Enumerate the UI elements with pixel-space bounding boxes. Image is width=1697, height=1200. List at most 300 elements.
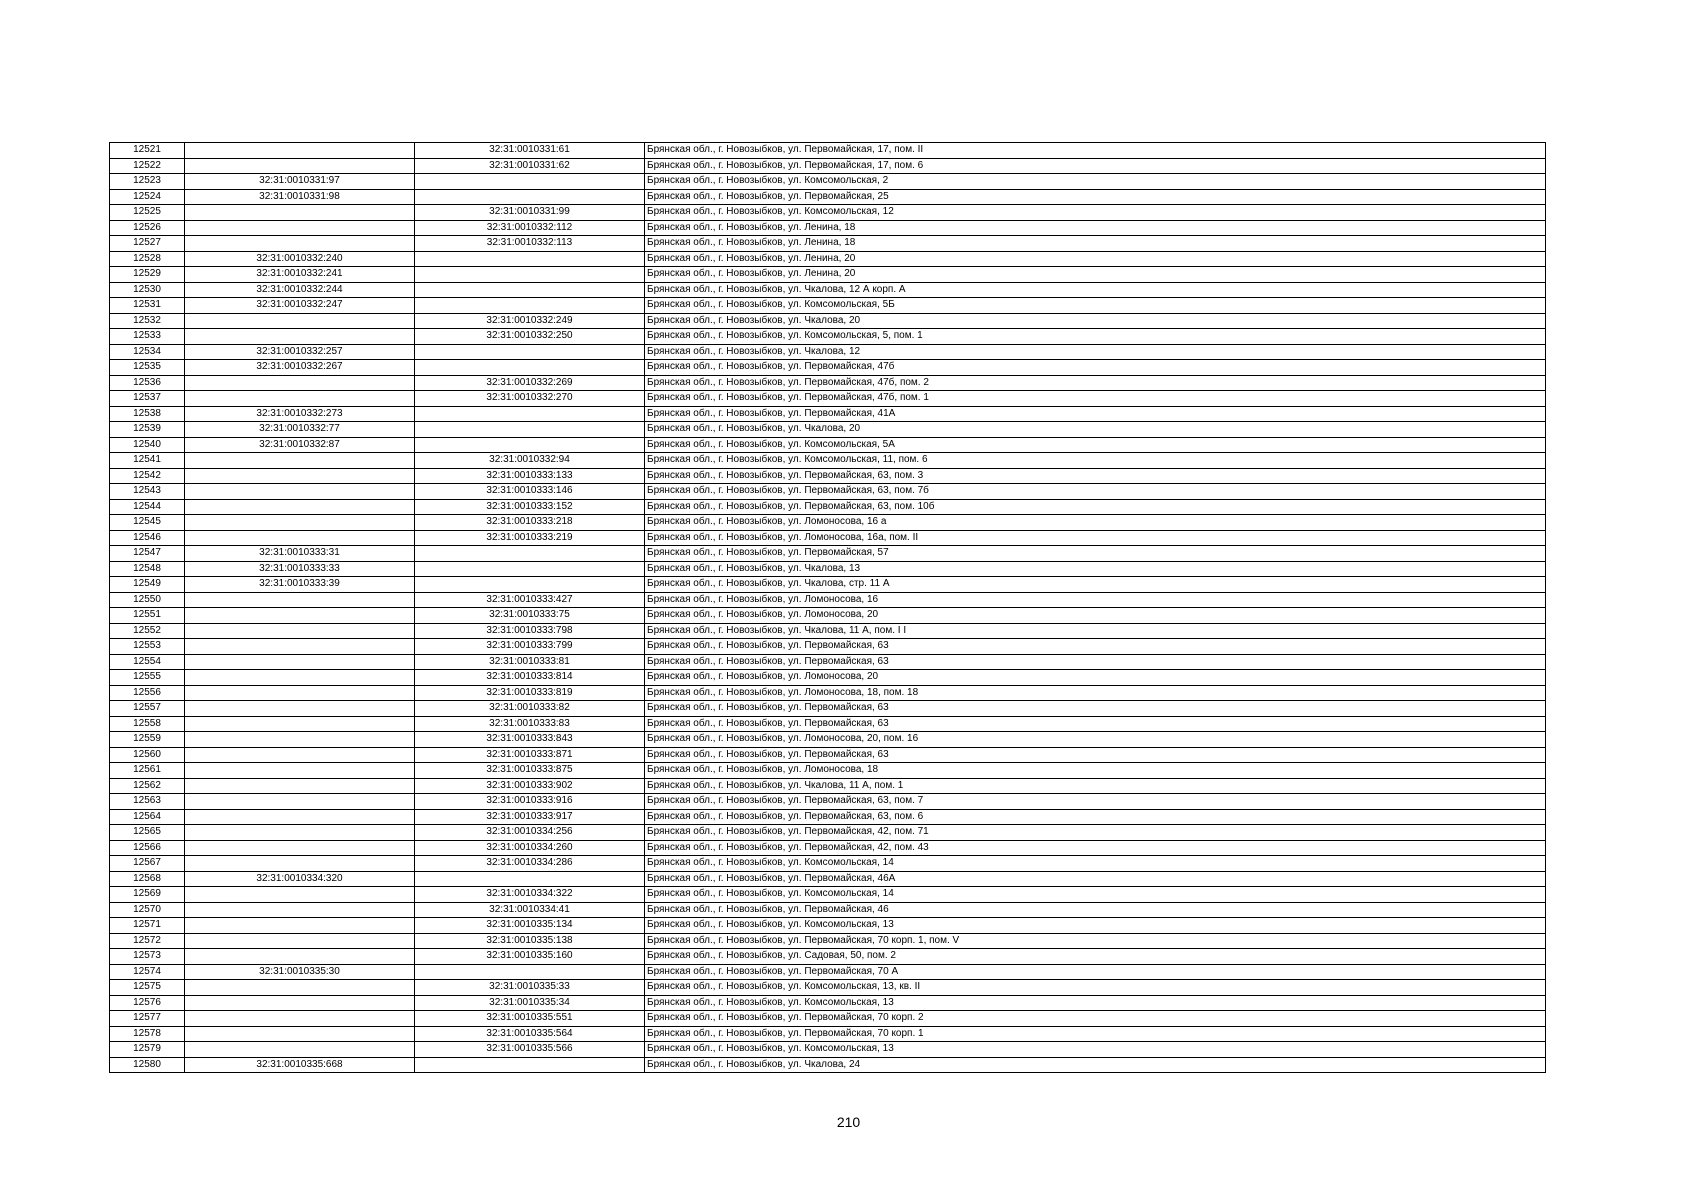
cadastral-number-cell: 32:31:0010333:875 (415, 763, 645, 779)
cadastral-number-cell: 32:31:0010335:564 (415, 1026, 645, 1042)
cadastral-number-cell: 32:31:0010332:250 (415, 329, 645, 345)
cadastral-number-cell (185, 670, 415, 686)
cadastral-number-cell: 32:31:0010332:112 (415, 220, 645, 236)
cadastral-number-cell: 32:31:0010331:97 (185, 174, 415, 190)
cadastral-number-cell: 32:31:0010332:77 (185, 422, 415, 438)
row-number-cell: 12573 (110, 949, 185, 965)
table-row (110, 499, 1546, 515)
row-number-cell: 12538 (110, 406, 185, 422)
cadastral-number-cell: 32:31:0010332:269 (415, 375, 645, 391)
cadastral-number-cell (185, 887, 415, 903)
row-number-cell: 12535 (110, 360, 185, 376)
cadastral-number-cell (415, 964, 645, 980)
table-row (110, 732, 1546, 748)
table-row (110, 515, 1546, 531)
row-number-cell: 12570 (110, 902, 185, 918)
table-row (110, 329, 1546, 345)
cadastral-number-cell: 32:31:0010331:98 (185, 189, 415, 205)
address-cell: Брянская обл., г. Новозыбков, ул. Первомайская, 46 (645, 902, 1546, 918)
row-number-cell: 12537 (110, 391, 185, 407)
cadastral-number-cell: 32:31:0010333:871 (415, 747, 645, 763)
cadastral-number-cell: 32:31:0010333:31 (185, 546, 415, 562)
row-number-cell: 12543 (110, 484, 185, 500)
address-cell: Брянская обл., г. Новозыбков, ул. Чкалова, 20 (645, 313, 1546, 329)
address-cell: Брянская обл., г. Новозыбков, ул. Первомайская, 57 (645, 546, 1546, 562)
address-cell: Брянская обл., г. Новозыбков, ул. Комсомольская, 11, пом. 6 (645, 453, 1546, 469)
table-row (110, 763, 1546, 779)
table-row (110, 685, 1546, 701)
cadastral-number-cell: 32:31:0010334:320 (185, 871, 415, 887)
address-cell: Брянская обл., г. Новозыбков, ул. Ленина, 18 (645, 220, 1546, 236)
address-cell: Брянская обл., г. Новозыбков, ул. Первомайская, 46А (645, 871, 1546, 887)
address-cell: Брянская обл., г. Новозыбков, ул. Ленина, 20 (645, 267, 1546, 283)
cadastral-number-cell (185, 949, 415, 965)
cadastral-number-cell (185, 747, 415, 763)
row-number-cell: 12533 (110, 329, 185, 345)
row-number-cell: 12568 (110, 871, 185, 887)
row-number-cell: 12574 (110, 964, 185, 980)
page-number: 210 (836, 1114, 861, 1130)
cadastral-number-cell (185, 1042, 415, 1058)
row-number-cell: 12530 (110, 282, 185, 298)
table-row (110, 267, 1546, 283)
address-cell: Брянская обл., г. Новозыбков, ул. Первомайская, 47б (645, 360, 1546, 376)
address-cell: Брянская обл., г. Новозыбков, ул. Первомайская, 17, пом. 6 (645, 158, 1546, 174)
address-cell: Брянская обл., г. Новозыбков, ул. Первомайская, 63, пом. 7 (645, 794, 1546, 810)
address-cell: Брянская обл., г. Новозыбков, ул. Чкалова, 20 (645, 422, 1546, 438)
cadastral-number-cell: 32:31:0010332:241 (185, 267, 415, 283)
cadastral-number-cell: 32:31:0010333:798 (415, 623, 645, 639)
cadastral-number-cell: 32:31:0010332:249 (415, 313, 645, 329)
table-row (110, 856, 1546, 872)
cadastral-number-cell (185, 825, 415, 841)
address-cell: Брянская обл., г. Новозыбков, ул. Первомайская, 63 (645, 716, 1546, 732)
cadastral-number-cell (415, 871, 645, 887)
cadastral-number-cell: 32:31:0010333:133 (415, 468, 645, 484)
cadastral-number-cell: 32:31:0010334:41 (415, 902, 645, 918)
table-row (110, 949, 1546, 965)
address-cell: Брянская обл., г. Новозыбков, ул. Комсомольская, 5А (645, 437, 1546, 453)
cadastral-number-cell (185, 778, 415, 794)
address-cell: Брянская обл., г. Новозыбков, ул. Первомайская, 25 (645, 189, 1546, 205)
row-number-cell: 12532 (110, 313, 185, 329)
cadastral-number-cell: 32:31:0010335:138 (415, 933, 645, 949)
row-number-cell: 12523 (110, 174, 185, 190)
table-row (110, 453, 1546, 469)
table-row (110, 282, 1546, 298)
cadastral-number-cell: 32:31:0010335:134 (415, 918, 645, 934)
row-number-cell: 12526 (110, 220, 185, 236)
address-cell: Брянская обл., г. Новозыбков, ул. Первомайская, 70 А (645, 964, 1546, 980)
cadastral-number-cell (185, 530, 415, 546)
table-row (110, 468, 1546, 484)
row-number-cell: 12522 (110, 158, 185, 174)
cadastral-number-cell (415, 437, 645, 453)
address-cell: Брянская обл., г. Новозыбков, ул. Первомайская, 63, пом. 3 (645, 468, 1546, 484)
cadastral-number-cell: 32:31:0010335:566 (415, 1042, 645, 1058)
address-cell: Брянская обл., г. Новозыбков, ул. Ломоносова, 16 а (645, 515, 1546, 531)
address-cell: Брянская обл., г. Новозыбков, ул. Первомайская, 42, пом. 43 (645, 840, 1546, 856)
row-number-cell: 12569 (110, 887, 185, 903)
cadastral-number-cell (185, 592, 415, 608)
cadastral-number-cell: 32:31:0010333:917 (415, 809, 645, 825)
table-row (110, 236, 1546, 252)
row-number-cell: 12552 (110, 623, 185, 639)
table-row (110, 902, 1546, 918)
address-cell: Брянская обл., г. Новозыбков, ул. Садовая, 50, пом. 2 (645, 949, 1546, 965)
cadastral-number-cell: 32:31:0010335:33 (415, 980, 645, 996)
row-number-cell: 12521 (110, 143, 185, 159)
row-number-cell: 12554 (110, 654, 185, 670)
address-cell: Брянская обл., г. Новозыбков, ул. Чкалова, стр. 11 А (645, 577, 1546, 593)
row-number-cell: 12549 (110, 577, 185, 593)
row-number-cell: 12545 (110, 515, 185, 531)
cadastral-number-cell (415, 561, 645, 577)
cadastral-number-cell (185, 236, 415, 252)
cadastral-number-cell: 32:31:0010332:267 (185, 360, 415, 376)
cadastral-number-cell (185, 313, 415, 329)
cadastral-number-cell (415, 282, 645, 298)
cadastral-number-cell: 32:31:0010332:240 (185, 251, 415, 267)
table-row (110, 220, 1546, 236)
table-row (110, 391, 1546, 407)
cadastral-number-cell (185, 499, 415, 515)
cadastral-number-cell: 32:31:0010331:61 (415, 143, 645, 159)
address-cell: Брянская обл., г. Новозыбков, ул. Ломоносова, 16а, пом. II (645, 530, 1546, 546)
cadastral-number-cell (185, 1011, 415, 1027)
address-cell: Брянская обл., г. Новозыбков, ул. Комсомольская, 5Б (645, 298, 1546, 314)
cadastral-number-cell (185, 701, 415, 717)
row-number-cell: 12560 (110, 747, 185, 763)
table-row (110, 344, 1546, 360)
cadastral-number-cell (415, 406, 645, 422)
table-row (110, 608, 1546, 624)
table-row (110, 174, 1546, 190)
cadastral-number-cell: 32:31:0010333:75 (415, 608, 645, 624)
register-table (109, 142, 1546, 1073)
row-number-cell: 12547 (110, 546, 185, 562)
table-row (110, 406, 1546, 422)
cadastral-number-cell (415, 360, 645, 376)
row-number-cell: 12578 (110, 1026, 185, 1042)
table-row (110, 1026, 1546, 1042)
address-cell: Брянская обл., г. Новозыбков, ул. Первомайская, 17, пом. II (645, 143, 1546, 159)
cadastral-number-cell: 32:31:0010333:83 (415, 716, 645, 732)
table-row (110, 577, 1546, 593)
address-cell: Брянская обл., г. Новозыбков, ул. Первомайская, 47б, пом. 2 (645, 375, 1546, 391)
cadastral-number-cell: 32:31:0010331:99 (415, 205, 645, 221)
row-number-cell: 12546 (110, 530, 185, 546)
cadastral-number-cell (415, 344, 645, 360)
row-number-cell: 12580 (110, 1057, 185, 1073)
table-row (110, 561, 1546, 577)
row-number-cell: 12563 (110, 794, 185, 810)
cadastral-number-cell (415, 251, 645, 267)
table-row (110, 592, 1546, 608)
cadastral-number-cell: 32:31:0010331:62 (415, 158, 645, 174)
row-number-cell: 12571 (110, 918, 185, 934)
cadastral-number-cell (185, 809, 415, 825)
cadastral-number-cell (185, 484, 415, 500)
row-number-cell: 12579 (110, 1042, 185, 1058)
cadastral-number-cell: 32:31:0010332:244 (185, 282, 415, 298)
cadastral-number-cell (185, 902, 415, 918)
cadastral-number-cell: 32:31:0010333:427 (415, 592, 645, 608)
address-cell: Брянская обл., г. Новозыбков, ул. Первомайская, 63 (645, 701, 1546, 717)
table-row (110, 933, 1546, 949)
row-number-cell: 12566 (110, 840, 185, 856)
address-cell: Брянская обл., г. Новозыбков, ул. Первомайская, 70 корп. 2 (645, 1011, 1546, 1027)
table-row (110, 313, 1546, 329)
cadastral-number-cell (185, 840, 415, 856)
address-cell: Брянская обл., г. Новозыбков, ул. Комсомольская, 5, пом. 1 (645, 329, 1546, 345)
table-row (110, 360, 1546, 376)
row-number-cell: 12536 (110, 375, 185, 391)
row-number-cell: 12576 (110, 995, 185, 1011)
cadastral-number-cell (415, 422, 645, 438)
cadastral-number-cell (185, 220, 415, 236)
cadastral-number-cell: 32:31:0010333:799 (415, 639, 645, 655)
cadastral-number-cell: 32:31:0010334:256 (415, 825, 645, 841)
table-row (110, 670, 1546, 686)
cadastral-number-cell (415, 1057, 645, 1073)
cadastral-number-cell (185, 732, 415, 748)
cadastral-number-cell: 32:31:0010335:34 (415, 995, 645, 1011)
row-number-cell: 12556 (110, 685, 185, 701)
row-number-cell: 12528 (110, 251, 185, 267)
address-cell: Брянская обл., г. Новозыбков, ул. Первомайская, 63 (645, 654, 1546, 670)
row-number-cell: 12559 (110, 732, 185, 748)
row-number-cell: 12567 (110, 856, 185, 872)
cadastral-number-cell (185, 654, 415, 670)
cadastral-number-cell: 32:31:0010332:257 (185, 344, 415, 360)
cadastral-number-cell: 32:31:0010333:916 (415, 794, 645, 810)
table-row (110, 871, 1546, 887)
address-cell: Брянская обл., г. Новозыбков, ул. Первомайская, 70 корп. 1, пом. V (645, 933, 1546, 949)
address-cell: Брянская обл., г. Новозыбков, ул. Чкалова, 12 А корп. А (645, 282, 1546, 298)
table-row (110, 422, 1546, 438)
cadastral-number-cell: 32:31:0010334:322 (415, 887, 645, 903)
cadastral-number-cell: 32:31:0010334:260 (415, 840, 645, 856)
address-cell: Брянская обл., г. Новозыбков, ул. Первомайская, 47б, пом. 1 (645, 391, 1546, 407)
table-row (110, 205, 1546, 221)
address-cell: Брянская обл., г. Новозыбков, ул. Первомайская, 70 корп. 1 (645, 1026, 1546, 1042)
table-row (110, 995, 1546, 1011)
table-row (110, 639, 1546, 655)
register-table-body (110, 143, 1546, 1073)
cadastral-number-cell: 32:31:0010332:270 (415, 391, 645, 407)
address-cell: Брянская обл., г. Новозыбков, ул. Ленина, 18 (645, 236, 1546, 252)
table-row (110, 251, 1546, 267)
cadastral-number-cell (185, 995, 415, 1011)
cadastral-number-cell: 32:31:0010333:39 (185, 577, 415, 593)
address-cell: Брянская обл., г. Новозыбков, ул. Комсомольская, 2 (645, 174, 1546, 190)
row-number-cell: 12534 (110, 344, 185, 360)
row-number-cell: 12577 (110, 1011, 185, 1027)
row-number-cell: 12529 (110, 267, 185, 283)
address-cell: Брянская обл., г. Новозыбков, ул. Комсомольская, 13 (645, 918, 1546, 934)
address-cell: Брянская обл., г. Новозыбков, ул. Ломоносова, 16 (645, 592, 1546, 608)
cadastral-number-cell (185, 453, 415, 469)
address-cell: Брянская обл., г. Новозыбков, ул. Первомайская, 63 (645, 639, 1546, 655)
cadastral-number-cell: 32:31:0010335:668 (185, 1057, 415, 1073)
address-cell: Брянская обл., г. Новозыбков, ул. Первомайская, 42, пом. 71 (645, 825, 1546, 841)
table-row (110, 1042, 1546, 1058)
cadastral-number-cell (185, 515, 415, 531)
cadastral-number-cell (185, 933, 415, 949)
cadastral-number-cell (185, 1026, 415, 1042)
table-row (110, 298, 1546, 314)
address-cell: Брянская обл., г. Новозыбков, ул. Первомайская, 63, пом. 10б (645, 499, 1546, 515)
address-cell: Брянская обл., г. Новозыбков, ул. Первомайская, 63, пом. 6 (645, 809, 1546, 825)
address-cell: Брянская обл., г. Новозыбков, ул. Комсомольская, 12 (645, 205, 1546, 221)
cadastral-number-cell: 32:31:0010332:247 (185, 298, 415, 314)
address-cell: Брянская обл., г. Новозыбков, ул. Ленина, 20 (645, 251, 1546, 267)
address-cell: Брянская обл., г. Новозыбков, ул. Первомайская, 63, пом. 7б (645, 484, 1546, 500)
cadastral-number-cell (415, 577, 645, 593)
cadastral-number-cell: 32:31:0010335:160 (415, 949, 645, 965)
table-row (110, 143, 1546, 159)
cadastral-number-cell (185, 763, 415, 779)
cadastral-number-cell: 32:31:0010332:94 (415, 453, 645, 469)
cadastral-number-cell (185, 158, 415, 174)
address-cell: Брянская обл., г. Новозыбков, ул. Чкалова, 24 (645, 1057, 1546, 1073)
cadastral-number-cell (185, 375, 415, 391)
cadastral-number-cell (185, 468, 415, 484)
cadastral-number-cell: 32:31:0010335:30 (185, 964, 415, 980)
table-row (110, 437, 1546, 453)
cadastral-number-cell (185, 329, 415, 345)
cadastral-number-cell (185, 980, 415, 996)
address-cell: Брянская обл., г. Новозыбков, ул. Ломоносова, 20 (645, 608, 1546, 624)
row-number-cell: 12561 (110, 763, 185, 779)
cadastral-number-cell (415, 189, 645, 205)
cadastral-number-cell: 32:31:0010333:902 (415, 778, 645, 794)
cadastral-number-cell (185, 918, 415, 934)
address-cell: Брянская обл., г. Новозыбков, ул. Ломоносова, 18 (645, 763, 1546, 779)
cadastral-number-cell (185, 716, 415, 732)
address-cell: Брянская обл., г. Новозыбков, ул. Ломоносова, 20, пом. 16 (645, 732, 1546, 748)
cadastral-number-cell (185, 391, 415, 407)
row-number-cell: 12564 (110, 809, 185, 825)
address-cell: Брянская обл., г. Новозыбков, ул. Первомайская, 41А (645, 406, 1546, 422)
row-number-cell: 12544 (110, 499, 185, 515)
cadastral-number-cell: 32:31:0010333:819 (415, 685, 645, 701)
table-row (110, 158, 1546, 174)
cadastral-number-cell (185, 623, 415, 639)
cadastral-number-cell (185, 794, 415, 810)
cadastral-number-cell: 32:31:0010332:273 (185, 406, 415, 422)
table-row (110, 809, 1546, 825)
address-cell: Брянская обл., г. Новозыбков, ул. Ломоносова, 20 (645, 670, 1546, 686)
row-number-cell: 12531 (110, 298, 185, 314)
address-cell: Брянская обл., г. Новозыбков, ул. Комсомольская, 14 (645, 887, 1546, 903)
row-number-cell: 12542 (110, 468, 185, 484)
address-cell: Брянская обл., г. Новозыбков, ул. Комсомольская, 13 (645, 995, 1546, 1011)
table-row (110, 484, 1546, 500)
table-row (110, 778, 1546, 794)
cadastral-number-cell (185, 608, 415, 624)
address-cell: Брянская обл., г. Новозыбков, ул. Комсомольская, 14 (645, 856, 1546, 872)
row-number-cell: 12550 (110, 592, 185, 608)
address-cell: Брянская обл., г. Новозыбков, ул. Первомайская, 63 (645, 747, 1546, 763)
cadastral-number-cell: 32:31:0010333:219 (415, 530, 645, 546)
table-row (110, 1011, 1546, 1027)
row-number-cell: 12524 (110, 189, 185, 205)
table-row (110, 530, 1546, 546)
table-row (110, 747, 1546, 763)
table-row (110, 375, 1546, 391)
table-row (110, 716, 1546, 732)
cadastral-number-cell: 32:31:0010333:33 (185, 561, 415, 577)
row-number-cell: 12555 (110, 670, 185, 686)
cadastral-number-cell: 32:31:0010333:146 (415, 484, 645, 500)
table-row (110, 701, 1546, 717)
table-row (110, 623, 1546, 639)
table-row (110, 887, 1546, 903)
cadastral-number-cell (185, 856, 415, 872)
cadastral-number-cell: 32:31:0010335:551 (415, 1011, 645, 1027)
table-row (110, 825, 1546, 841)
table-row (110, 546, 1546, 562)
address-cell: Брянская обл., г. Новозыбков, ул. Чкалова, 13 (645, 561, 1546, 577)
cadastral-number-cell: 32:31:0010332:113 (415, 236, 645, 252)
table-row (110, 980, 1546, 996)
cadastral-number-cell (415, 267, 645, 283)
row-number-cell: 12575 (110, 980, 185, 996)
address-cell: Брянская обл., г. Новозыбков, ул. Комсомольская, 13 (645, 1042, 1546, 1058)
row-number-cell: 12540 (110, 437, 185, 453)
cadastral-number-cell (185, 143, 415, 159)
row-number-cell: 12525 (110, 205, 185, 221)
row-number-cell: 12572 (110, 933, 185, 949)
cadastral-number-cell: 32:31:0010333:152 (415, 499, 645, 515)
table-row (110, 654, 1546, 670)
cadastral-number-cell (185, 205, 415, 221)
row-number-cell: 12527 (110, 236, 185, 252)
table-row (110, 918, 1546, 934)
cadastral-number-cell (415, 546, 645, 562)
table-row (110, 1057, 1546, 1073)
cadastral-number-cell (185, 685, 415, 701)
cadastral-number-cell (415, 298, 645, 314)
row-number-cell: 12539 (110, 422, 185, 438)
cadastral-number-cell: 32:31:0010333:218 (415, 515, 645, 531)
address-cell: Брянская обл., г. Новозыбков, ул. Ломоносова, 18, пом. 18 (645, 685, 1546, 701)
address-cell: Брянская обл., г. Новозыбков, ул. Комсомольская, 13, кв. II (645, 980, 1546, 996)
cadastral-number-cell: 32:31:0010333:814 (415, 670, 645, 686)
cadastral-number-cell: 32:31:0010333:81 (415, 654, 645, 670)
address-cell: Брянская обл., г. Новозыбков, ул. Чкалова, 12 (645, 344, 1546, 360)
table-row (110, 840, 1546, 856)
address-cell: Брянская обл., г. Новозыбков, ул. Чкалова, 11 А, пом. I I (645, 623, 1546, 639)
row-number-cell: 12557 (110, 701, 185, 717)
table-row (110, 189, 1546, 205)
cadastral-number-cell: 32:31:0010332:87 (185, 437, 415, 453)
cadastral-number-cell: 32:31:0010334:286 (415, 856, 645, 872)
row-number-cell: 12553 (110, 639, 185, 655)
cadastral-number-cell (415, 174, 645, 190)
table-row (110, 964, 1546, 980)
cadastral-number-cell (185, 639, 415, 655)
row-number-cell: 12548 (110, 561, 185, 577)
row-number-cell: 12551 (110, 608, 185, 624)
cadastral-number-cell: 32:31:0010333:843 (415, 732, 645, 748)
table-row (110, 794, 1546, 810)
row-number-cell: 12541 (110, 453, 185, 469)
row-number-cell: 12565 (110, 825, 185, 841)
row-number-cell: 12562 (110, 778, 185, 794)
